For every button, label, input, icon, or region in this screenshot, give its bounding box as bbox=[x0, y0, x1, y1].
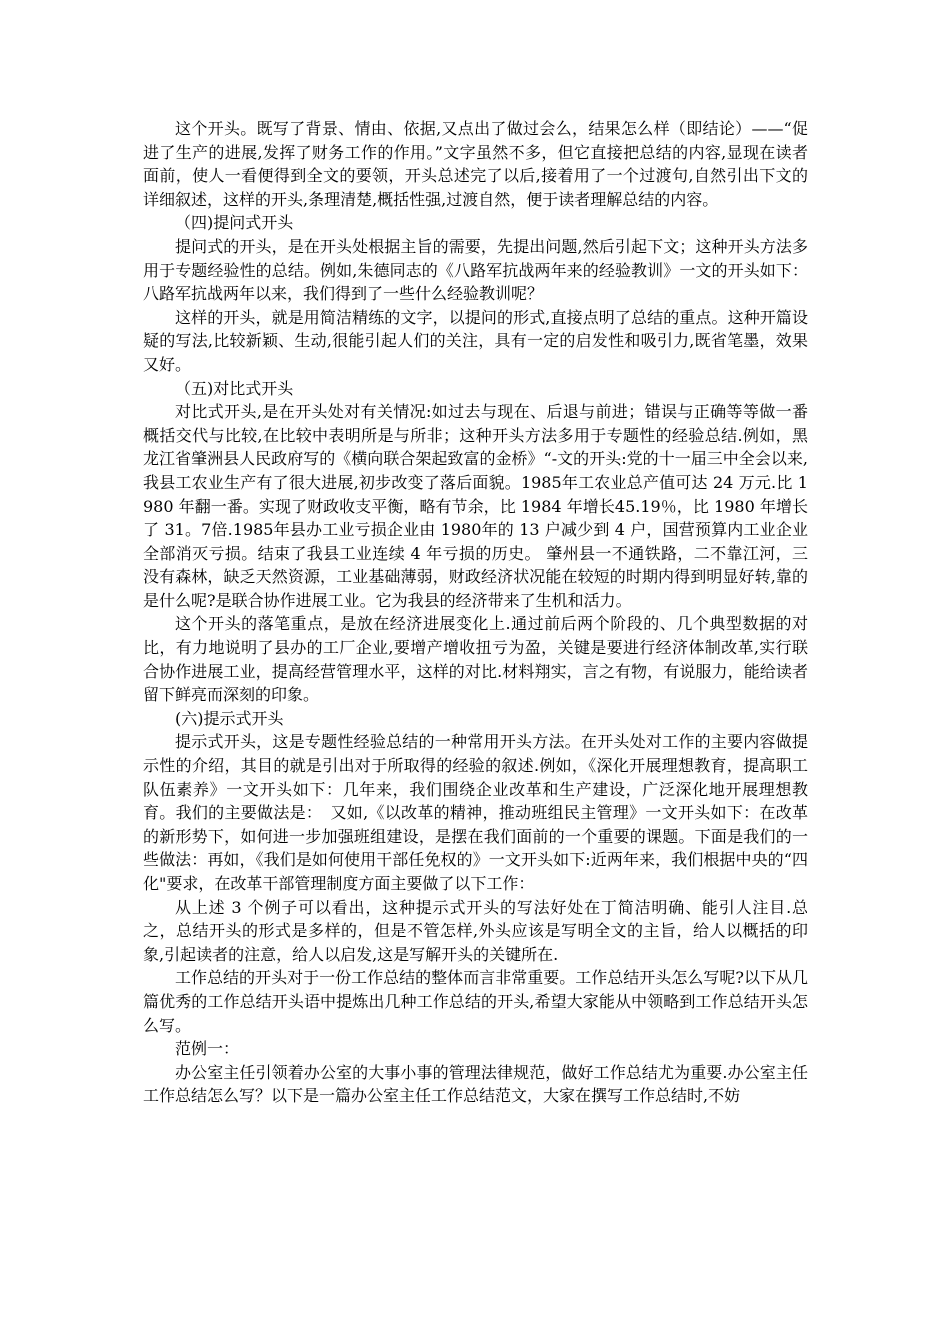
paragraph-hint-opening: 提示式开头，这是专题性经验总结的一种常用开头方法。在开头处对工作的主要内容做提示性的介绍，其目的就是引出对于所取得的经验的叙述.例如，《深化开展理想教育，提高职工队伍素养》一文开头如下：几年来，我们围绕企业改革和生产建设，广泛深化地开展理想教育。我们的主要做法是： 又如,《以改革的精神，推动班组民主管理》一文开头如下：在改革的新形势下，如何进一步加强班组建设，是摆在我们面前的一个重要的课题。下面是我们的一些做法：再如，《我们是如何使用干部任免权的》一文开头如下:近两年来，我们根据中央的“四化"要求，在改革干部管理制度方面主要做了以下工作： bbox=[143, 732, 808, 893]
paragraph-conclusion-intro: 这个开头。既写了背景、情由、依据,又点出了做过会么，结果怎么样（即结论）——“促进了生产的进展,发挥了财务工作的作用。”文字虽然不多，但它直接把总结的内容,显现在读者面前，使人一看便得到全文的要领，开头总述完了以后,接着用了一个过渡句,自然引出下文的详细叙述，这样的开头,条理清楚,概括性强,过渡自然，便于读者理解总结的内容。 bbox=[143, 119, 808, 209]
example-label: 范例一： bbox=[175, 1039, 240, 1059]
paragraph-question-opening: 提问式的开头，是在开头处根据主旨的需要，先提出问题,然后引起下文；这种开头方法多用于专题经验性的总结。例如,朱德同志的《八路军抗战两年来的经验教训》一文的开头如下： 八路军抗战两年以来，我们得到了一些什么经验教训呢？ bbox=[143, 236, 808, 304]
paragraph-summary-importance: 工作总结的开头对于一份工作总结的整体而言非常重要。工作总结开头怎么写呢?以下从几篇优秀的工作总结开头语中提炼出几种工作总结的开头,希望大家能从中领略到工作总结开头怎么写。 bbox=[143, 968, 808, 1035]
paragraph-contrast-opening: 对比式开头,是在开头处对有关情况:如过去与现在、后退与前进；错误与正确等等做一番概括交代与比较,在比较中表明所是与所非；这种开头方法多用于专题性的经验总结.例如，黑龙江省肇洲县人民政府写的《横向联合架起致富的金桥》“-文的开头:党的十一届三中全会以来,我县工农业生产有了很大进展,初步改变了落后面貌。1985年工农业总产值可达 24 万元.比 1980 年翻一番。实现了财政收支平衡，略有节余，比 1984 年增长45.19％，比 1980 年增长了 31。7倍.1985年县办工业亏损企业由 1980年的 13 户减少到 4 户，国营预算内工业企业全部消灭亏损。结束了我县工业连续 4 年亏损的历史。 肇州县一不通铁路，二不靠江河，三没有森林，缺乏天然资源，工业基础薄弱，财政经济状况能在较短的时期内得到明显好转,靠的是什么呢?是联合协作进展工业。它为我县的经济带来了生机和活力。 bbox=[143, 402, 808, 610]
paragraph-example-one: 办公室主任引领着办公室的大事小事的管理法律规范，做好工作总结尤为重要.办公室主任工作总结怎么写？以下是一篇办公室主任工作总结范文，大家在撰写工作总结时,不妨 bbox=[143, 1062, 808, 1106]
section-heading-contrast-opening: （五)对比式开头 bbox=[175, 378, 294, 398]
paragraph-question-opening-comment: 这样的开头，就是用简洁精练的文字，以提问的形式,直接点明了总结的重点。这种开篇设疑的写法,比较新颖、生动,很能引起人们的关注，具有一定的启发性和吸引力,既省笔墨，效果又好。 bbox=[143, 307, 808, 374]
section-heading-question-opening: （四)提问式开头 bbox=[175, 213, 294, 233]
paragraph-contrast-opening-comment: 这个开头的落笔重点，是放在经济进展变化上.通过前后两个阶段的、几个典型数据的对比，有力地说明了县办的工厂企业,要增产增收扭亏为盈，关键是要进行经济体制改革,实行联合协作进展工业，提高经营管理水平，这样的对比.材料翔实，言之有物，有说服力，能给读者留下鲜亮而深刻的印象。 bbox=[143, 614, 808, 705]
document-body bbox=[143, 117, 808, 1108]
paragraph-hint-opening-comment: 从上述 3 个例子可以看出，这种提示式开头的写法好处在丁简洁明确、能引人注目.总之，总结开头的形式是多样的，但是不管怎样,外头应该是写明全文的主旨，给人以概括的印象,引起读者的注意，给人以启发,这是写解开头的关键所在. bbox=[143, 897, 808, 964]
section-heading-hint-opening: (六)提示式开头 bbox=[175, 708, 284, 728]
